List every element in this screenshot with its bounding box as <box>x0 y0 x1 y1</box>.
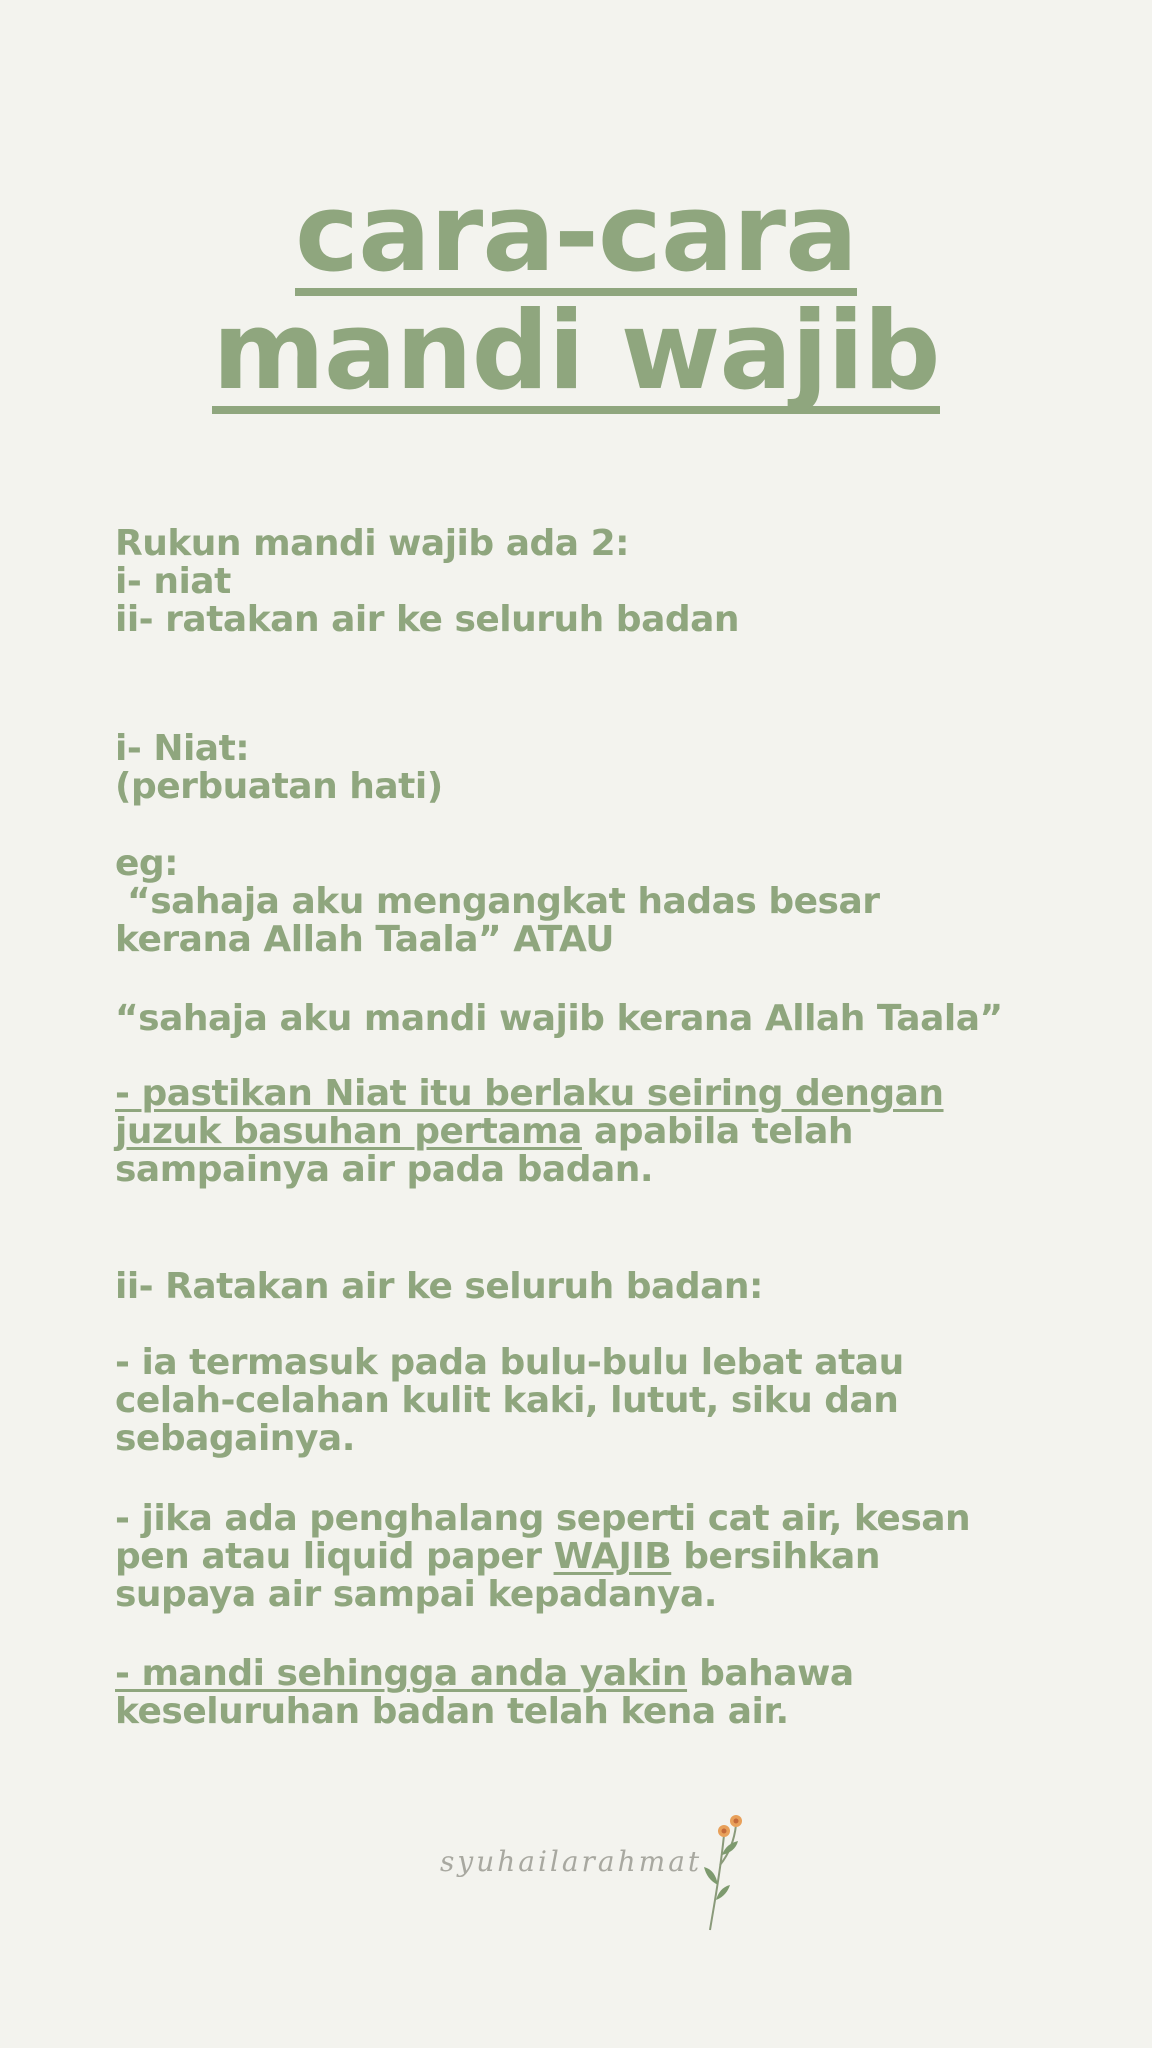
rukun-item-2: ii- ratakan air ke seluruh badan <box>115 599 740 640</box>
example-line-2: kerana Allah Taala” ATAU <box>115 919 615 960</box>
niat-example-alt <box>115 1000 1075 1038</box>
signature-watermark: syuhailarahmat <box>440 1845 703 1878</box>
rukun-section <box>115 525 1075 639</box>
page-title-line-1 <box>0 171 1152 296</box>
ratakan-p2-line-2a: pen atau liquid paper <box>115 1536 554 1577</box>
flower-sprig-icon <box>680 1795 760 1935</box>
niat-example <box>115 845 1075 959</box>
niat-section <box>115 730 1075 806</box>
niat-note-underlined-2: juzuk basuhan pertama <box>115 1111 582 1152</box>
niat-note-line-3: sampainya air pada badan. <box>115 1149 654 1190</box>
niat-heading: i- Niat: <box>115 728 250 769</box>
title-text-2: mandi wajib <box>212 289 940 414</box>
niat-note-underlined-1: - pastikan Niat itu berlaku seiring dengan <box>115 1073 944 1114</box>
ratakan-p2-line-2b: bersihkan <box>671 1536 880 1577</box>
ratakan-p1-line-2: celah-celahan kulit kaki, lutut, siku dan <box>115 1380 899 1421</box>
ratakan-p3-rest: bahawa <box>687 1653 854 1694</box>
ratakan-p1-line-3: sebagainya. <box>115 1418 355 1459</box>
niat-note <box>115 1075 1075 1189</box>
ratakan-heading-block <box>115 1268 1075 1306</box>
ratakan-point-1 <box>115 1344 1075 1458</box>
ratakan-p3-line-2: keseluruhan badan telah kena air. <box>115 1691 789 1732</box>
ratakan-point-3 <box>115 1655 1075 1731</box>
rukun-heading: Rukun mandi wajib ada 2: <box>115 523 630 564</box>
example-alt-line: “sahaja aku mandi wajib kerana Allah Taala” <box>115 998 1003 1039</box>
ratakan-point-2 <box>115 1500 1075 1614</box>
ratakan-heading: ii- Ratakan air ke seluruh badan: <box>115 1266 763 1307</box>
rukun-item-1: i- niat <box>115 561 231 602</box>
niat-subheading: (perbuatan hati) <box>115 766 443 807</box>
example-line-1: “sahaja aku mengangkat hadas besar <box>115 881 880 922</box>
ratakan-p1-line-1: - ia termasuk pada bulu-bulu lebat atau <box>115 1342 904 1383</box>
example-label: eg: <box>115 843 179 884</box>
ratakan-p2-line-1: - jika ada penghalang seperti cat air, kesan <box>115 1498 971 1539</box>
ratakan-p3-underlined: - mandi sehingga anda yakin <box>115 1653 688 1694</box>
ratakan-p2-line-3: supaya air sampai kepadanya. <box>115 1574 717 1615</box>
niat-note-rest-2: apabila telah <box>581 1111 854 1152</box>
title-text-1: cara-cara <box>295 171 857 296</box>
wajib-emphasis: WAJIB <box>553 1536 672 1577</box>
page-title-line-2 <box>0 289 1152 414</box>
